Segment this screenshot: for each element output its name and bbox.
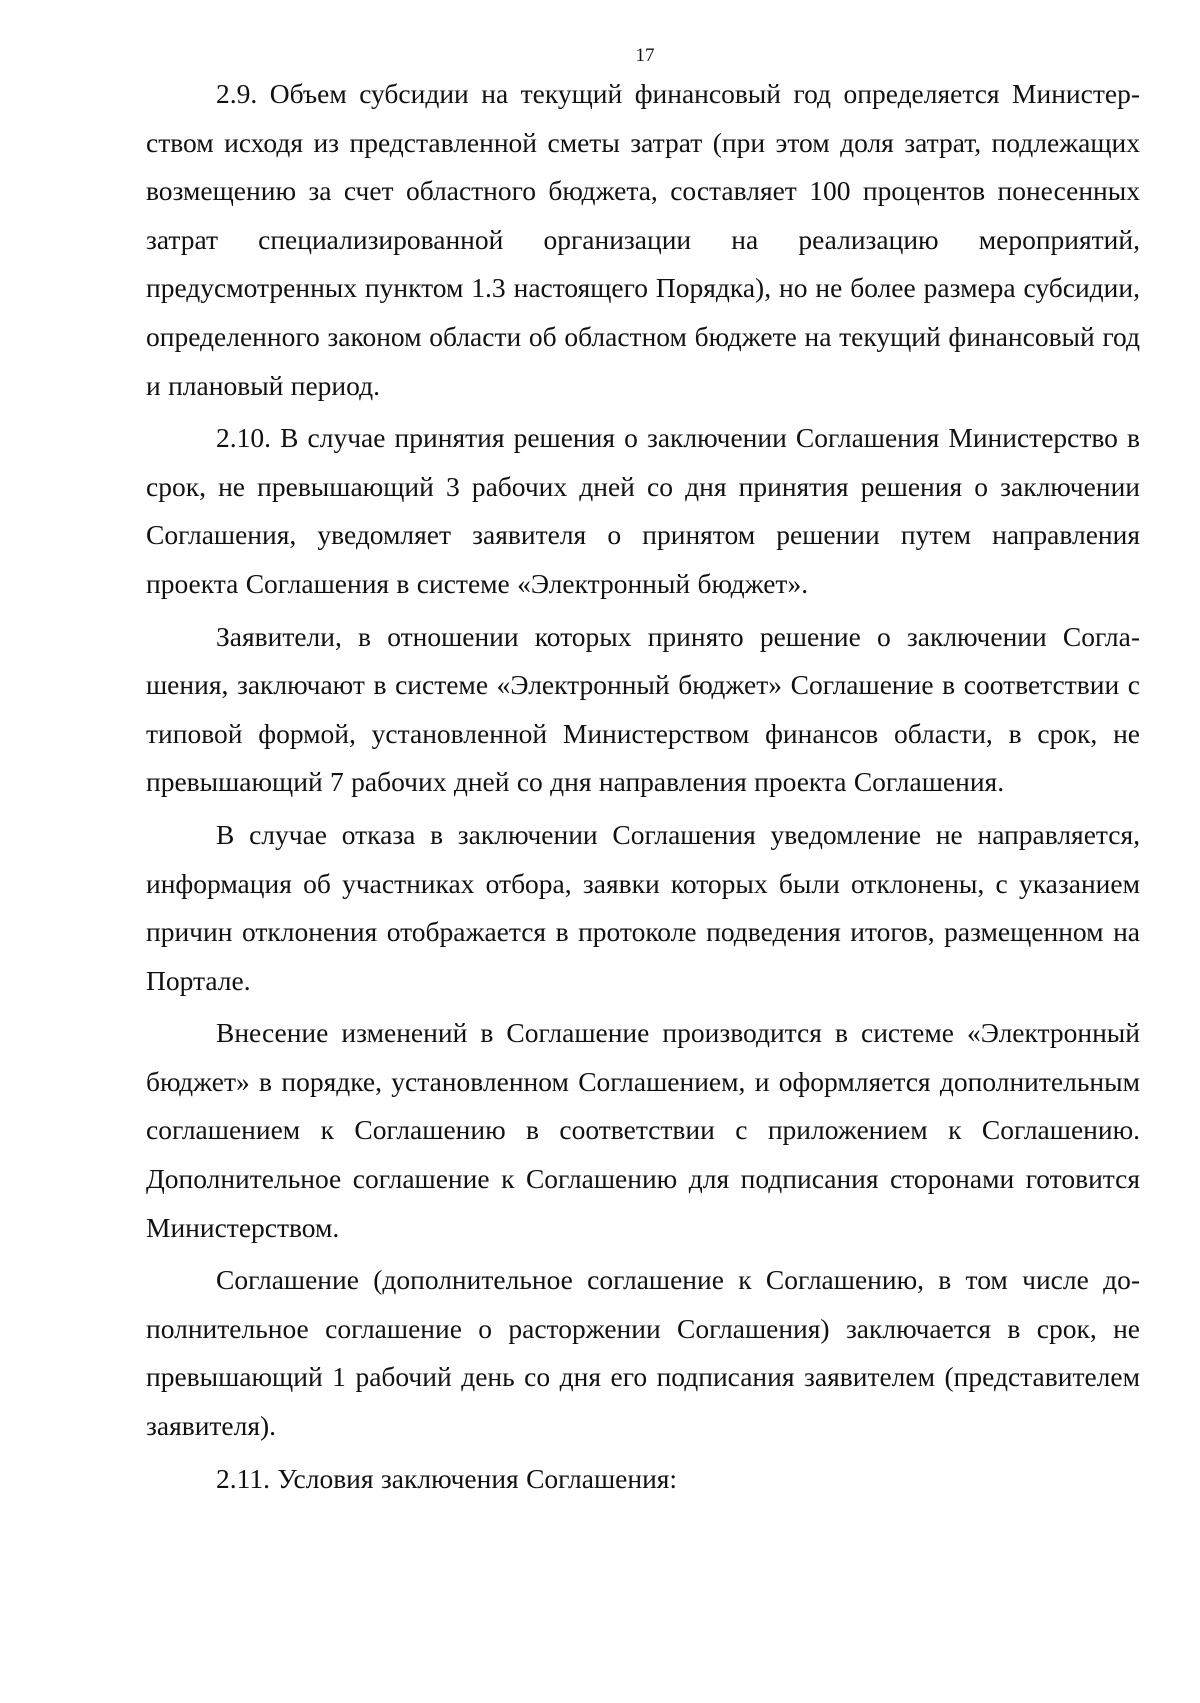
paragraph-applicants: Заявители, в отношении которых принято решение о заключении Соглашения, заключают в системе «Электронный бюджет» Соглашение в соответствии с типовой формой, установленной Министерством финансов области, в срок, не превышающий 7 рабочих дней со дня направления проекта Соглашения. [146, 620, 1140, 798]
document-body [146, 70, 1140, 1503]
paragraph-amendments: Внесение изменений в Соглашение производится в системе «Электронный бюджет» в порядке, установленном Соглашением, и оформляется дополнительным соглашением к Соглашению в соответствии с приложением к Соглашению. Дополнительное соглашение к Соглашению для подписания сторонами готовится Министерством. [146, 1017, 1140, 1243]
paragraph-2-11: 2.11. Условия заключения Соглашения: [216, 1462, 678, 1494]
paragraph-2-9: 2.9. Объем субсидии на текущий финансовый год определяется Министерством исходя из представленной сметы затрат (при этом доля затрат, подлежащих возмещению за счет областного бюджета, составляет 100 процентов понесенных затрат специализированной организации на реализацию мероприятий, предусмотренных пунктом 1.3 настоящего Порядка), но не более размера субсидии, определенного законом области об областном бюджете на текущий финансовый год и плановый период. [146, 78, 1140, 401]
paragraph-2-10: 2.10. В случае принятия решения о заключении Соглашения Министерство в срок, не превышающий 3 рабочих дней со дня принятия решения о заключении Соглашения, уведомляет заявителя о принятом решении путем направления проекта Соглашения в системе «Электронный бюджет». [146, 422, 1140, 599]
paragraph-agreement-term: Соглашение (дополнительное соглашение к Соглашению, в том числе дополнительное соглашение о расторжении Соглашения) заключается в срок, не превышающий 1 рабочий день со дня его подписания заявителем (представителем заявителя). [146, 1264, 1140, 1442]
page-number: 17 [635, 45, 655, 66]
paragraph-refusal: В случае отказа в заключении Соглашения уведомление не направляется, информация об участниках отбора, заявки которых были отклонены, с указанием причин отклонения отображается в протоколе подведения итогов, размещенном на Портале. [146, 818, 1140, 996]
